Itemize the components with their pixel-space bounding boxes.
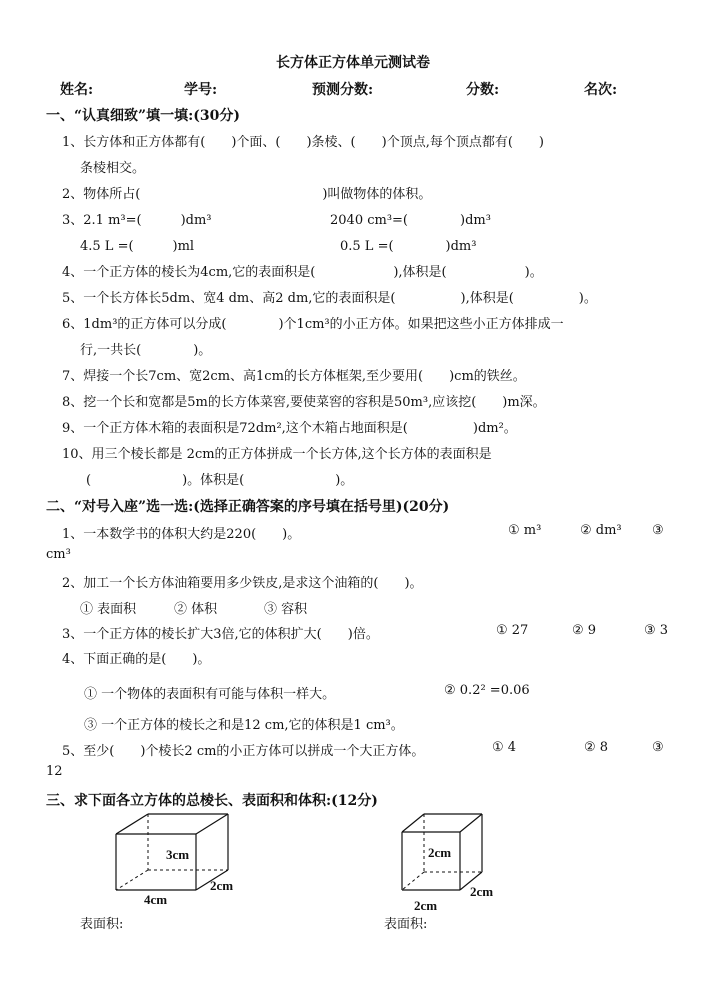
score-label: 分数: (466, 82, 500, 98)
q2-1-option-3: ③ (652, 523, 664, 538)
q2-2-option-1: ① 表面积 (80, 602, 137, 617)
question-1-6: 6、1dm³的正方体可以分成( )个1cm³的小正方体。如果把这些小正方体排成一 (62, 317, 564, 332)
question-1-5: 5、一个长方体长5dm、宽4 dm、高2 dm,它的表面积是( ),体积是( )。 (62, 291, 597, 306)
cube-width-label: 2cm (470, 884, 494, 899)
q2-1-option-1: ① m³ (508, 523, 542, 538)
q2-2-option-3: ③ 容积 (264, 602, 308, 617)
q2-4-option-1: ① 一个物体的表面积有可能与体积一样大。 (84, 687, 336, 702)
cuboid-width-label: 2cm (210, 878, 234, 893)
question-1-3c: 4.5 L =( )ml (80, 239, 195, 254)
q2-3-option-3: ③ 3 (644, 623, 669, 638)
q2-5-option-2: ② 8 (584, 740, 609, 755)
question-1-1-cont: 条棱相交。 (80, 161, 146, 176)
q2-5-option-1: ① 4 (492, 740, 517, 755)
question-2-5: 5、至少( )个棱长2 cm的小正方体可以拼成一个大正方体。 (62, 744, 425, 759)
question-1-1: 1、长方体和正方体都有( )个面、( )条棱、( )个顶点,每个顶点都有( ) (62, 135, 544, 150)
cuboid-length-label: 4cm (144, 892, 168, 907)
question-1-2: 2、物体所占( )叫做物体的体积。 (62, 187, 432, 202)
question-1-3d: 0.5 L =( )dm³ (340, 239, 477, 254)
question-1-7: 7、焊接一个长7cm、宽2cm、高1cm的长方体框架,至少要用( )cm的铁丝。 (62, 369, 526, 384)
question-1-9: 9、一个正方体木箱的表面积是72dm²,这个木箱占地面积是( )dm²。 (62, 421, 517, 436)
page-title: 长方体正方体单元测试卷 (276, 55, 430, 71)
section-1-heading: 一、“认真细致”填一填:(30分) (46, 108, 241, 124)
question-1-3b: 2040 cm³=( )dm³ (330, 213, 491, 228)
q2-4-option-2: ② 0.2² =0.06 (444, 683, 530, 698)
q2-4-option-3: ③ 一个正方体的棱长之和是12 cm,它的体积是1 cm³。 (84, 718, 404, 733)
cuboid-height-label: 3cm (166, 847, 190, 862)
question-1-8: 8、挖一个长和宽都是5m的长方体菜窖,要使菜窖的容积是50m³,应该挖( )m深。 (62, 395, 546, 410)
question-2-1: 1、一本数学书的体积大约是220( )。 (62, 527, 301, 542)
question-1-4: 4、一个正方体的棱长为4cm,它的表面积是( ),体积是( )。 (62, 265, 543, 280)
section-2-heading: 二、“对号入座”选一选:(选择正确答案的序号填在括号里)(20分) (46, 499, 450, 515)
section-3-heading: 三、求下面各立方体的总棱长、表面积和体积:(12分) (46, 793, 378, 809)
question-2-3: 3、一个正方体的棱长扩大3倍,它的体积扩大( )倍。 (62, 627, 379, 642)
question-1-10-cont: ( )。体积是( )。 (86, 473, 354, 488)
q2-3-option-2: ② 9 (572, 623, 597, 638)
name-label: 姓名: (60, 82, 94, 98)
q2-2-option-2: ② 体积 (174, 602, 218, 617)
q2-1-option-2: ② dm³ (580, 523, 622, 538)
cube-height-label: 2cm (428, 845, 452, 860)
predicted-score-label: 预测分数: (312, 82, 374, 98)
q2-3-option-1: ① 27 (496, 623, 529, 638)
q2-1-option-3-unit: cm³ (46, 547, 71, 562)
student-number-label: 学号: (184, 82, 218, 98)
question-2-4: 4、下面正确的是( )。 (62, 652, 211, 667)
q2-5-option-3: ③ (652, 740, 664, 755)
question-1-6-cont: 行,一共长( )。 (80, 343, 212, 358)
rank-label: 名次: (584, 82, 618, 98)
question-1-3a: 3、2.1 m³=( )dm³ (62, 213, 212, 228)
surface-area-label-1: 表面积: (80, 917, 124, 932)
cube-length-label: 2cm (414, 898, 438, 913)
question-1-10: 10、用三个棱长都是 2cm的正方体拼成一个长方体,这个长方体的表面积是 (62, 447, 492, 462)
q2-5-option-3-value: 12 (46, 764, 63, 779)
surface-area-label-2: 表面积: (384, 917, 428, 932)
question-2-2: 2、加工一个长方体油箱要用多少铁皮,是求这个油箱的( )。 (62, 576, 423, 591)
